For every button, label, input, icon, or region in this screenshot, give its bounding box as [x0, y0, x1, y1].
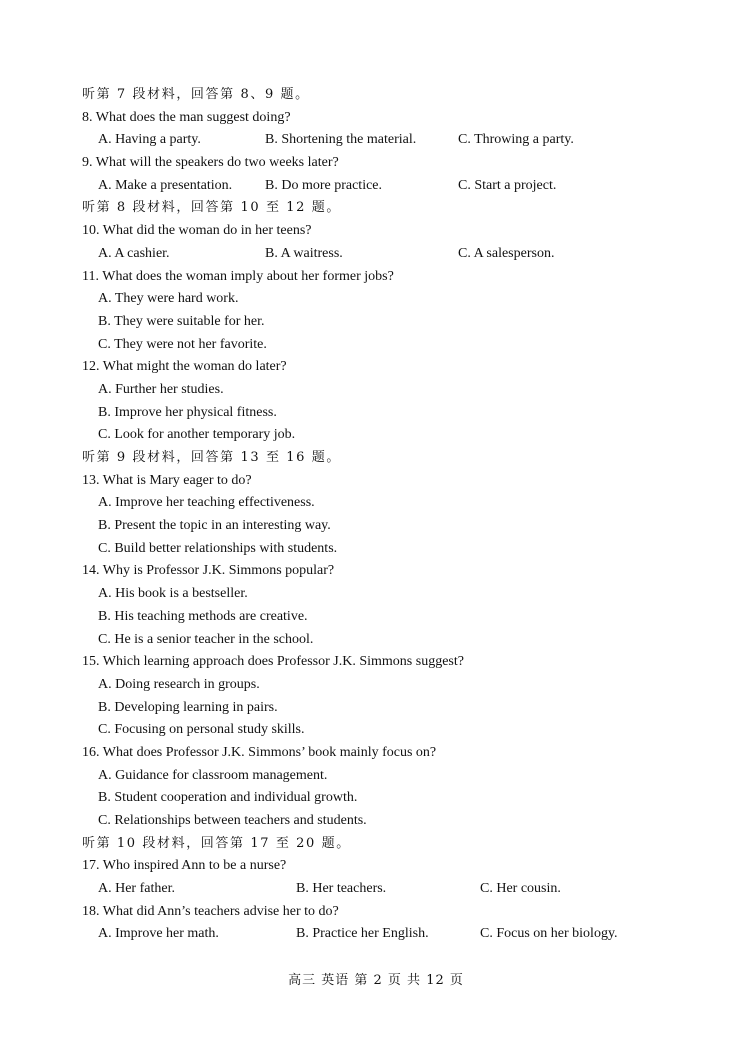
- answer-option: B. A waitress.: [265, 245, 343, 261]
- answer-option: C. Focus on her biology.: [480, 926, 618, 942]
- answer-option: B. Her teachers.: [296, 881, 387, 897]
- options-row: [82, 243, 722, 266]
- question-stem: 17. Who inspired Ann to be a nurse?: [82, 858, 287, 874]
- section-header: 听第 7 段材料，回答第 8、9 题。: [82, 87, 310, 102]
- answer-option: B. Shortening the material.: [265, 132, 417, 148]
- page-footer: 高三 英语 第 2 页 共 12 页: [288, 973, 464, 988]
- section-header: 听第 10 段材料，回答第 17 至 20 题。: [82, 835, 351, 851]
- question-stem: 15. Which learning approach does Professor J.K. Simmons suggest?: [82, 654, 464, 670]
- answer-option: A. Improve her teaching effectiveness.: [98, 495, 315, 511]
- answer-option: A. Further her studies.: [98, 381, 224, 397]
- question-stem: 9. What will the speakers do two weeks later?: [82, 155, 339, 171]
- options-row: [82, 923, 722, 946]
- answer-option: B. Present the topic in an interesting way.: [98, 518, 331, 534]
- question-stem: 8. What does the man suggest doing?: [82, 109, 291, 125]
- answer-option: B. Developing learning in pairs.: [98, 699, 278, 715]
- answer-option: C. Throwing a party.: [458, 132, 574, 148]
- answer-option: A. Having a party.: [98, 132, 201, 148]
- answer-option: C. A salesperson.: [458, 245, 555, 261]
- options-row: [82, 175, 722, 198]
- section-header: 听第 9 段材料，回答第 13 至 16 题。: [82, 450, 341, 465]
- answer-option: C. Relationships between teachers and students.: [98, 813, 367, 828]
- question-stem: 16. What does Professor J.K. Simmons’ book mainly focus on?: [82, 744, 437, 760]
- answer-option: C. Her cousin.: [480, 881, 561, 897]
- answer-option: C. He is a senior teacher in the school.: [98, 631, 314, 647]
- answer-option: C. Build better relationships with students.: [98, 540, 338, 556]
- answer-option: B. His teaching methods are creative.: [98, 608, 308, 624]
- answer-option: A. A cashier.: [98, 245, 170, 261]
- question-stem: 14. Why is Professor J.K. Simmons popular?: [82, 563, 335, 579]
- question-stem: 18. What did Ann’s teachers advise her to do?: [82, 903, 339, 919]
- section-header: 听第 8 段材料，回答第 10 至 12 题。: [82, 200, 341, 216]
- question-stem: 11. What does the woman imply about her former jobs?: [82, 268, 394, 284]
- answer-option: B. Improve her physical fitness.: [98, 404, 277, 420]
- answer-option: A. Guidance for classroom management.: [98, 767, 328, 783]
- options-row: [82, 878, 722, 901]
- question-stem: 10. What did the woman do in her teens?: [82, 223, 312, 239]
- question-stem: 13. What is Mary eager to do?: [82, 472, 252, 488]
- answer-option: A. Doing research in groups.: [98, 676, 260, 692]
- answer-option: C. Look for another temporary job.: [98, 427, 296, 443]
- options-row: [82, 129, 722, 152]
- question-stem: 12. What might the woman do later?: [82, 359, 287, 375]
- answer-option: C. Focusing on personal study skills.: [98, 722, 305, 738]
- answer-option: A. Make a presentation.: [98, 177, 233, 193]
- answer-option: B. Student cooperation and individual growth.: [98, 790, 358, 806]
- answer-option: B. Do more practice.: [265, 177, 383, 193]
- answer-option: B. They were suitable for her.: [98, 313, 265, 329]
- answer-option: C. They were not her favorite.: [98, 336, 267, 352]
- answer-option: B. Practice her English.: [296, 926, 429, 942]
- answer-option: C. Start a project.: [458, 177, 557, 193]
- answer-option: A. Her father.: [98, 881, 175, 897]
- exam-page-content: [82, 84, 722, 946]
- answer-option: A. They were hard work.: [98, 291, 239, 307]
- answer-option: A. Improve her math.: [98, 926, 219, 942]
- answer-option: A. His book is a bestseller.: [98, 586, 248, 602]
